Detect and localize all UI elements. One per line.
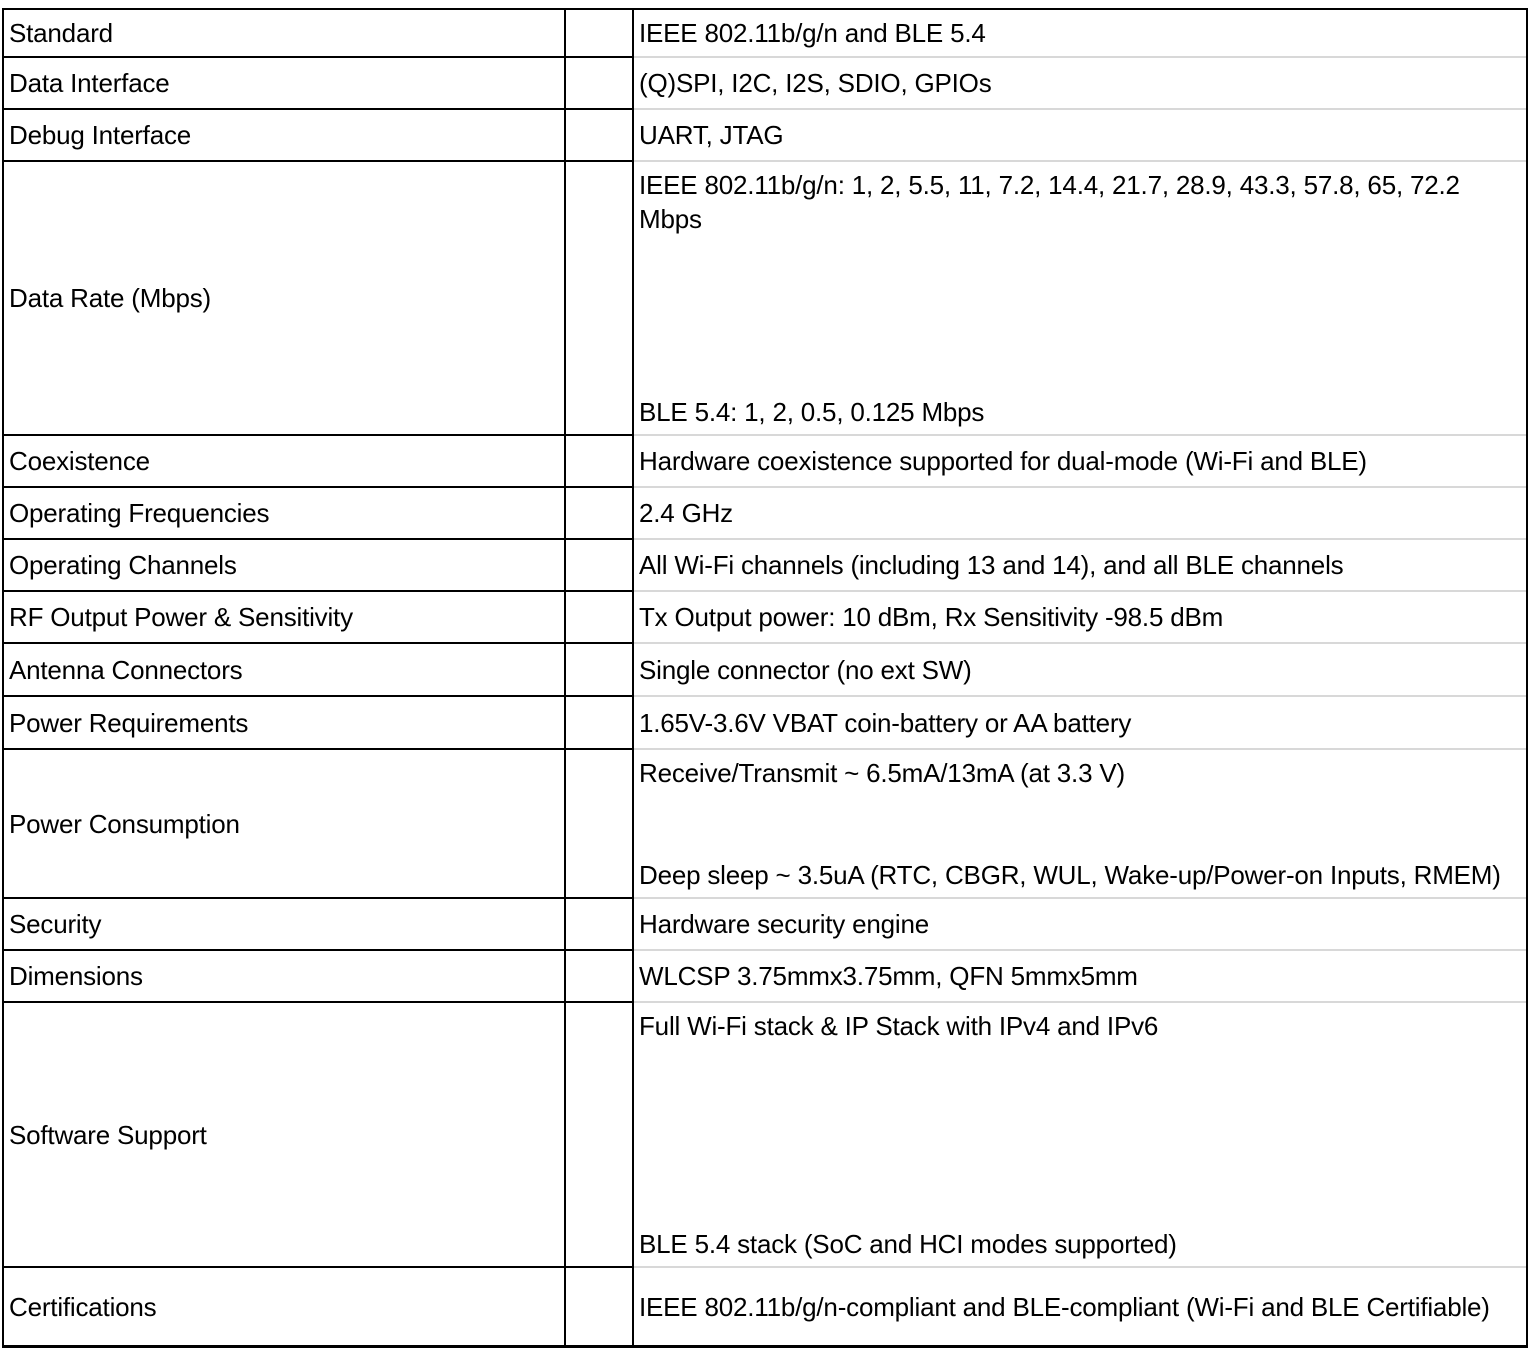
spec-value-paragraph: Hardware coexistence supported for dual-mode (Wi-Fi and BLE) <box>639 446 1367 476</box>
spec-label-cell <box>4 899 566 951</box>
spec-value-cell <box>634 1268 1526 1345</box>
table-row <box>4 644 1526 697</box>
spec-label: Antenna Connectors <box>9 654 243 685</box>
table-row <box>4 899 1526 951</box>
spec-label: Data Rate (Mbps) <box>9 283 211 313</box>
spec-value-paragraph: IEEE 802.11b/g/n and BLE 5.4 <box>639 18 986 48</box>
spec-table <box>2 8 1528 1348</box>
spec-value-cell <box>634 58 1526 110</box>
spec-value-paragraph-2: BLE 5.4 stack (SoC and HCI modes supported) <box>639 1229 1177 1259</box>
spec-value-cell <box>634 10 1526 58</box>
spec-value-paragraph: Single connector (no ext SW) <box>639 654 972 685</box>
table-row <box>4 10 1526 58</box>
spec-label-cell <box>4 540 566 592</box>
spec-label: Coexistence <box>9 446 150 476</box>
spec-spacer-cell <box>566 488 634 540</box>
spec-spacer-cell <box>566 1003 634 1268</box>
spec-value-cell <box>634 436 1526 488</box>
spec-spacer-cell <box>566 10 634 58</box>
spec-label-cell <box>4 644 566 697</box>
table-row <box>4 750 1526 899</box>
spec-label-cell <box>4 1003 566 1268</box>
table-row <box>4 1003 1526 1268</box>
table-row <box>4 488 1526 540</box>
table-row <box>4 436 1526 488</box>
spec-value-paragraph: Receive/Transmit ~ 6.5mA/13mA (at 3.3 V) <box>639 758 1125 788</box>
spec-label-cell <box>4 592 566 644</box>
spec-label: Power Consumption <box>9 808 240 839</box>
spec-label: Dimensions <box>9 961 143 991</box>
spec-spacer-cell <box>566 1268 634 1345</box>
spec-label: Data Interface <box>9 68 170 98</box>
spec-label: Operating Frequencies <box>9 498 270 528</box>
spec-label: Debug Interface <box>9 120 192 150</box>
spec-value-paragraph: Hardware security engine <box>639 909 930 939</box>
table-row <box>4 1268 1526 1345</box>
table-row <box>4 697 1526 750</box>
spec-value-cell <box>634 899 1526 951</box>
spec-label-cell <box>4 697 566 750</box>
spec-value-paragraph: IEEE 802.11b/g/n-compliant and BLE-compliant (Wi-Fi and BLE Certifiable) <box>639 1291 1490 1322</box>
table-row <box>4 110 1526 162</box>
spec-value-cell <box>634 488 1526 540</box>
spec-spacer-cell <box>566 644 634 697</box>
table-row <box>4 951 1526 1003</box>
spec-value-paragraph: IEEE 802.11b/g/n: 1, 2, 5.5, 11, 7.2, 14.4, 21.7, 28.9, 43.3, 57.8, 65, 72.2 Mbps <box>639 170 1460 234</box>
spec-spacer-cell <box>566 951 634 1003</box>
spec-value-paragraph: (Q)SPI, I2C, I2S, SDIO, GPIOs <box>639 68 992 98</box>
spec-value-paragraph: Full Wi-Fi stack & IP Stack with IPv4 and IPv6 <box>639 1011 1159 1041</box>
spec-value-paragraph: Tx Output power: 10 dBm, Rx Sensitivity -98.5 dBm <box>639 602 1224 632</box>
spec-label-cell <box>4 10 566 58</box>
spec-spacer-cell <box>566 697 634 750</box>
spec-spacer-cell <box>566 110 634 162</box>
spec-value-cell <box>634 1003 1526 1268</box>
spec-spacer-cell <box>566 436 634 488</box>
spec-label: Power Requirements <box>9 707 249 738</box>
spec-value-cell <box>634 951 1526 1003</box>
table-row <box>4 592 1526 644</box>
spec-value-cell <box>634 162 1526 436</box>
spec-value-paragraph: WLCSP 3.75mmx3.75mm, QFN 5mmx5mm <box>639 961 1138 991</box>
table-row <box>4 540 1526 592</box>
spec-spacer-cell <box>566 899 634 951</box>
spec-label: Standard <box>9 18 113 48</box>
spec-value-cell <box>634 750 1526 899</box>
spec-label-cell <box>4 110 566 162</box>
spec-value-cell <box>634 540 1526 592</box>
spec-spacer-cell <box>566 162 634 436</box>
spec-value-paragraph: 1.65V-3.6V VBAT coin-battery or AA battery <box>639 707 1132 738</box>
spec-label-cell <box>4 1268 566 1345</box>
table-row <box>4 58 1526 110</box>
spec-label: Operating Channels <box>9 550 237 580</box>
spec-label-cell <box>4 488 566 540</box>
spec-value-paragraph: All Wi-Fi channels (including 13 and 14), and all BLE channels <box>639 550 1344 580</box>
spec-value-paragraph-2: Deep sleep ~ 3.5uA (RTC, CBGR, WUL, Wake-up/Power-on Inputs, RMEM) <box>639 860 1501 890</box>
spec-label-cell <box>4 162 566 436</box>
spec-value-paragraph: UART, JTAG <box>639 120 784 150</box>
spec-label-cell <box>4 951 566 1003</box>
spec-value-paragraph: 2.4 GHz <box>639 498 733 528</box>
spec-value-cell <box>634 697 1526 750</box>
spec-label: Software Support <box>9 1119 207 1150</box>
spec-spacer-cell <box>566 58 634 110</box>
spec-value-cell <box>634 644 1526 697</box>
spec-label: Certifications <box>9 1291 157 1322</box>
spec-spacer-cell <box>566 750 634 899</box>
spec-value-paragraph-2: BLE 5.4: 1, 2, 0.5, 0.125 Mbps <box>639 397 985 427</box>
spec-value-cell <box>634 110 1526 162</box>
spec-spacer-cell <box>566 592 634 644</box>
spec-spacer-cell <box>566 540 634 592</box>
spec-label-cell <box>4 436 566 488</box>
spec-label-cell <box>4 750 566 899</box>
spec-label: RF Output Power & Sensitivity <box>9 602 353 632</box>
spec-value-cell <box>634 592 1526 644</box>
spec-label-cell <box>4 58 566 110</box>
table-row <box>4 162 1526 436</box>
spec-label: Security <box>9 909 102 939</box>
